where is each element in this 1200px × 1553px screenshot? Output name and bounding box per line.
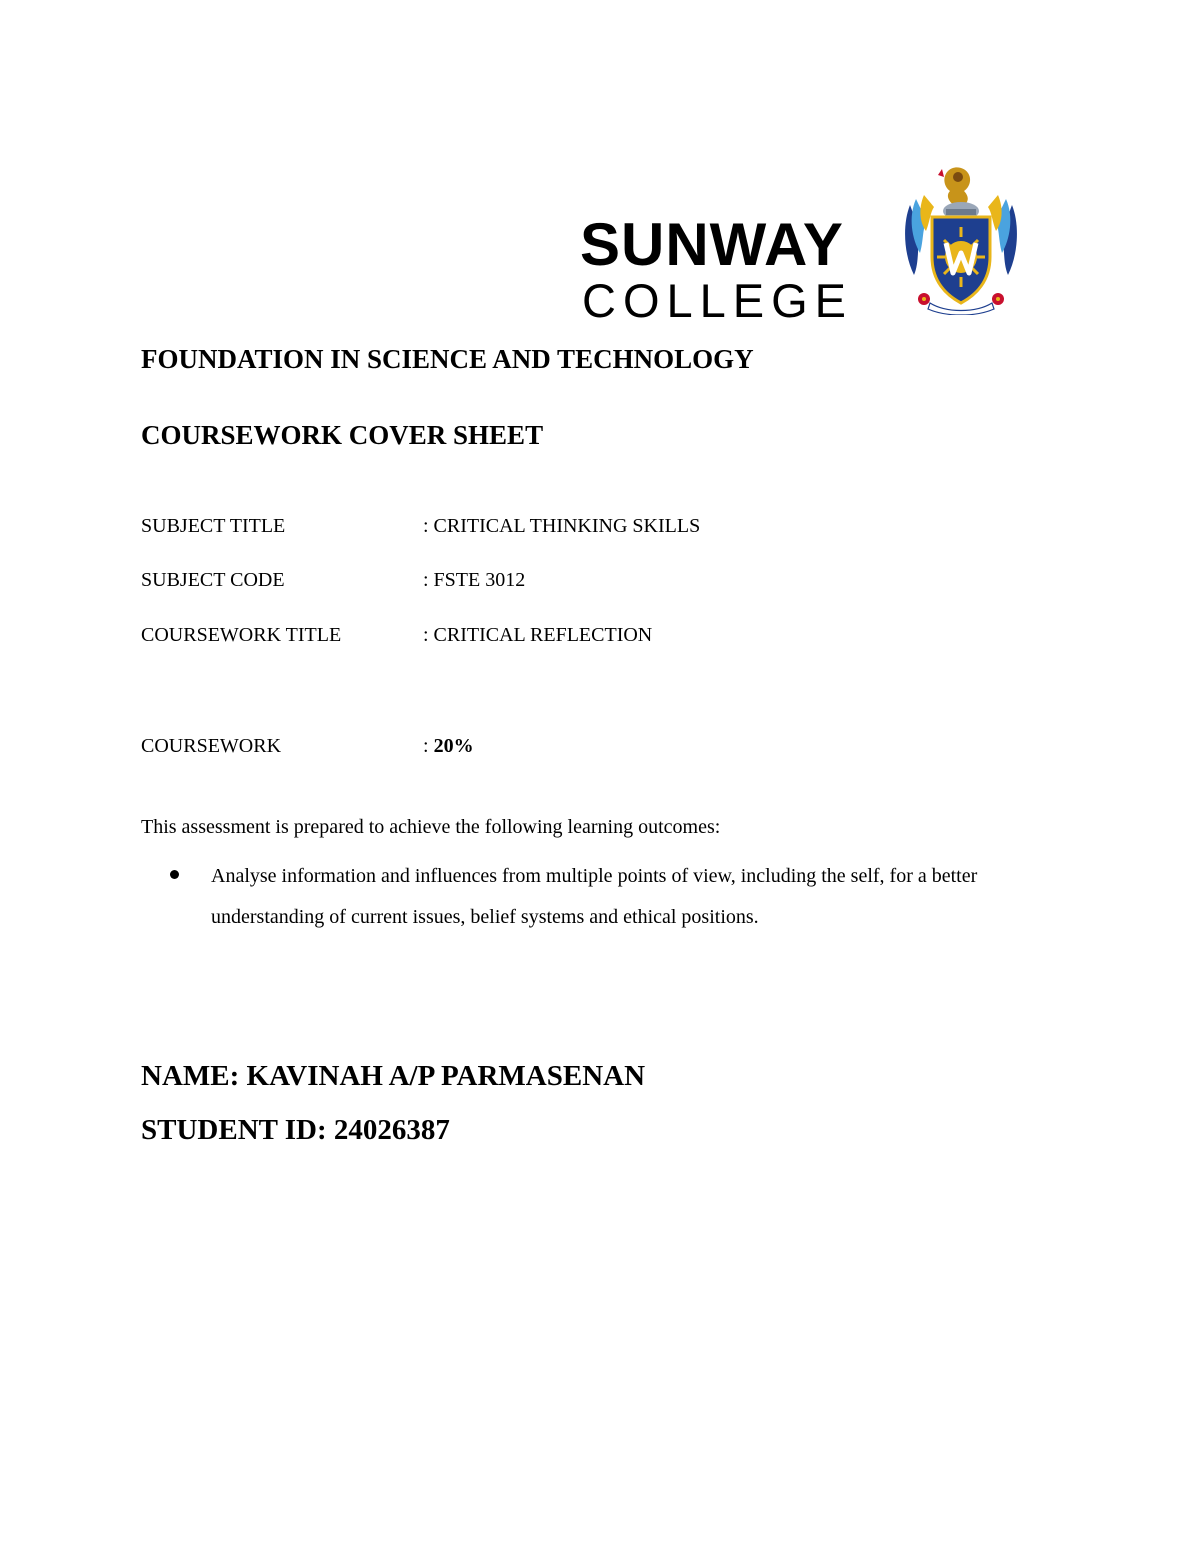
bullet-icon — [170, 870, 179, 879]
subject-title-value: : CRITICAL THINKING SKILLS — [423, 515, 701, 537]
program-heading: FOUNDATION IN SCIENCE AND TECHNOLOGY — [141, 344, 754, 374]
coursework-title-label: COURSEWORK TITLE — [141, 624, 342, 646]
learning-outcomes-intro: This assessment is prepared to achieve the following learning outcomes: — [141, 816, 721, 838]
college-logo — [580, 165, 1020, 327]
subject-code-value: : FSTE 3012 — [423, 569, 526, 591]
subject-title-label: SUBJECT TITLE — [141, 515, 286, 537]
logo-word-college: COLLEGE — [582, 274, 854, 327]
logo-word-sunway: SUNWAY — [580, 211, 844, 278]
coursework-weight-value-wrap — [423, 735, 474, 758]
coursework-weight-label: COURSEWORK — [141, 735, 282, 757]
coursework-title-value: : CRITICAL REFLECTION — [423, 624, 653, 646]
student-id: STUDENT ID: 24026387 — [141, 1114, 450, 1146]
subject-code-label: SUBJECT CODE — [141, 569, 285, 591]
sunway-crest-icon — [902, 165, 1020, 315]
coursework-weight-value: 20% — [433, 735, 474, 757]
cover-sheet-heading: COURSEWORK COVER SHEET — [141, 420, 544, 450]
coursework-weight-colon: : — [423, 735, 434, 757]
learning-outcome-text: Analyse information and influences from multiple points of view, including the self, for a better understanding of current issues, belief systems and ethical positions. — [211, 865, 978, 928]
student-name: NAME: KAVINAH A/P PARMASENAN — [141, 1060, 646, 1092]
